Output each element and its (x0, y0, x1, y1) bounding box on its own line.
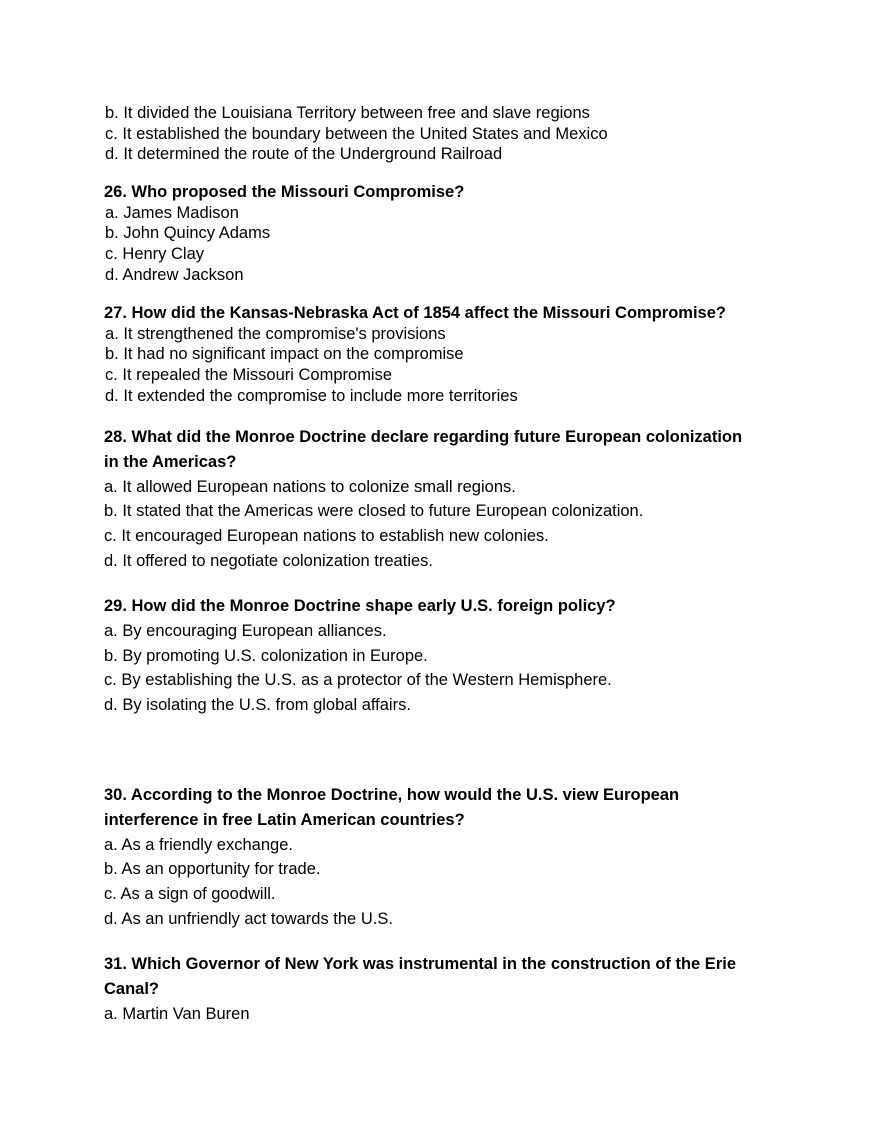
option-28-d: d. It offered to negotiate colonization treaties. (104, 551, 433, 570)
option-26-d: d. Andrew Jackson (105, 265, 244, 284)
option-27-b: b. It had no significant impact on the compromise (105, 345, 464, 364)
option-30-d: d. As an unfriendly act towards the U.S. (104, 909, 393, 928)
option-30-a: a. As a friendly exchange. (104, 835, 293, 854)
option-31-a: a. Martin Van Buren (104, 1004, 250, 1023)
question-25-continued (104, 103, 804, 165)
question-30-text-line1: 30. According to the Monroe Doctrine, how would the U.S. view European (104, 786, 680, 804)
question-28 (104, 425, 804, 574)
question-30-text-line2: interference in free Latin American countries? (104, 810, 465, 829)
option-30-b: b. As an opportunity for trade. (104, 860, 321, 879)
question-31 (104, 952, 804, 1026)
option-29-c: c. By establishing the U.S. as a protector of the Western Hemisphere. (104, 671, 612, 690)
option-26-c: c. Henry Clay (105, 245, 205, 264)
option-25-d: d. It determined the route of the Underground Railroad (105, 145, 503, 164)
option-27-a: a. It strengthened the compromise's provisions (105, 324, 446, 343)
question-30 (104, 783, 804, 932)
question-29 (104, 594, 804, 718)
question-26 (104, 182, 804, 286)
option-29-a: a. By encouraging European alliances. (104, 621, 387, 640)
question-31-text-line2: Canal? (104, 979, 160, 998)
question-28-text-line1: 28. What did the Monroe Doctrine declare regarding future European colonization (104, 428, 743, 446)
question-29-text: 29. How did the Monroe Doctrine shape early U.S. foreign policy? (104, 597, 616, 615)
option-28-c: c. It encouraged European nations to establish new colonies. (104, 527, 549, 546)
option-27-d: d. It extended the compromise to include more territories (105, 386, 518, 405)
question-28-text-line2: in the Americas? (104, 452, 237, 471)
option-29-b: b. By promoting U.S. colonization in Europe. (104, 646, 428, 665)
option-27-c: c. It repealed the Missouri Compromise (105, 366, 393, 385)
option-29-d: d. By isolating the U.S. from global affairs. (104, 696, 411, 715)
option-28-b: b. It stated that the Americas were closed to future European colonization. (104, 502, 644, 521)
question-27-text: 27. How did the Kansas-Nebraska Act of 1854 affect the Missouri Compromise? (104, 304, 726, 322)
question-26-text: 26. Who proposed the Missouri Compromise? (104, 183, 465, 201)
option-25-b: b. It divided the Louisiana Territory between free and slave regions (105, 104, 590, 122)
question-31-text-line1: 31. Which Governor of New York was instrumental in the construction of the Erie (104, 955, 736, 973)
option-26-a: a. James Madison (105, 203, 239, 222)
option-26-b: b. John Quincy Adams (105, 224, 271, 243)
option-25-c: c. It established the boundary between the United States and Mexico (105, 124, 608, 143)
option-30-c: c. As a sign of goodwill. (104, 885, 276, 904)
question-27 (104, 303, 804, 407)
option-28-a: a. It allowed European nations to colonize small regions. (104, 477, 516, 496)
